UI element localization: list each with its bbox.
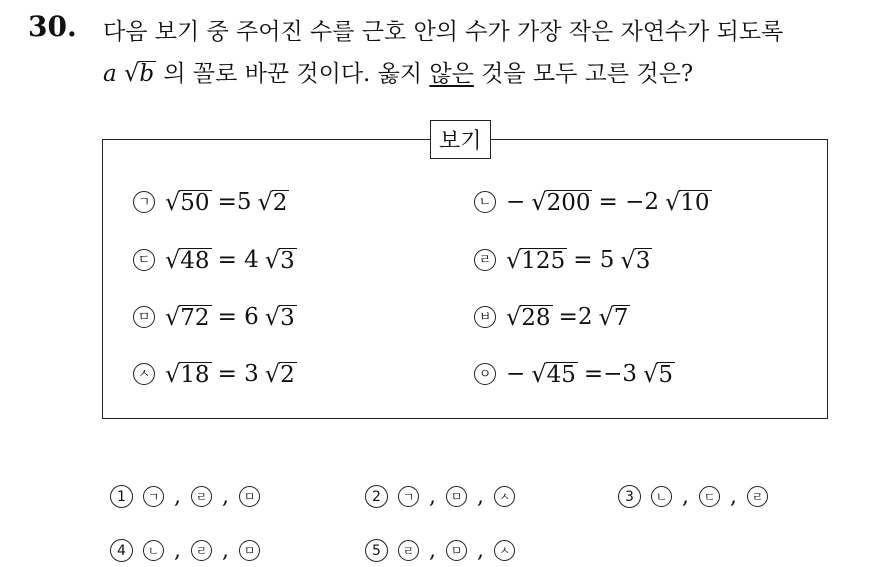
choice-mark: ㅁ — [239, 540, 260, 561]
choice-mark: ㅁ — [239, 486, 260, 507]
bogi-item: ㄹ √ 125 = 5 √ 3 — [474, 246, 652, 274]
choice-mark: ㄹ — [191, 540, 212, 561]
choice-mark: ㄴ — [143, 540, 164, 561]
choice-mark: ㄱ — [143, 486, 164, 507]
bogi-item: ㅂ √ 28 =2 √ 7 — [474, 303, 630, 331]
choice-mark: ㅁ — [446, 540, 467, 561]
item-mark: ㅂ — [474, 306, 496, 328]
choice-mark: ㄹ — [191, 486, 212, 507]
bogi-item: ㅅ √ 18 = 3 √ 2 — [133, 360, 297, 388]
item-mark: ㅁ — [133, 306, 155, 328]
bogi-item: ㄷ √ 48 = 4 √ 3 — [133, 246, 297, 274]
choice-number: 4 — [110, 539, 133, 562]
choice-number: 1 — [110, 485, 133, 508]
choice-mark: ㄱ — [398, 486, 419, 507]
item-mark: ㄹ — [474, 249, 496, 271]
choice-1[interactable]: 1 ㄱ , ㄹ , ㅁ — [110, 484, 260, 509]
choice-4[interactable]: 4 ㄴ , ㄹ , ㅁ — [110, 538, 260, 563]
choice-2[interactable]: 2 ㄱ , ㅁ , ㅅ — [365, 484, 515, 509]
question-text-line1: 다음 보기 중 주어진 수를 근호 안의 수가 가장 작은 자연수가 되도록 — [103, 19, 784, 45]
choice-number: 3 — [618, 485, 641, 508]
sqrt-b: √ b — [124, 59, 155, 87]
choice-mark: ㄹ — [747, 486, 768, 507]
choice-mark: ㅅ — [494, 540, 515, 561]
question-number: 30. — [28, 10, 77, 43]
bogi-item: ㅁ √ 72 = 6 √ 3 — [133, 303, 297, 331]
choice-number: 2 — [365, 485, 388, 508]
item-mark: ㅇ — [474, 363, 496, 385]
item-mark: ㄴ — [474, 191, 496, 213]
choice-mark: ㄴ — [651, 486, 672, 507]
choice-mark: ㅁ — [446, 486, 467, 507]
choice-3[interactable]: 3 ㄴ , ㄷ , ㄹ — [618, 484, 768, 509]
bogi-item: ㅇ − √ 45 =−3 √ 5 — [474, 360, 675, 388]
item-mark: ㄱ — [133, 191, 155, 213]
question-text-post: 것을 모두 고른 것은? — [473, 61, 694, 87]
bogi-item: ㄴ − √ 200 = −2 √ 10 — [474, 188, 712, 216]
var-a: a — [103, 61, 117, 87]
bogi-item: ㄱ √ 50 =5 √ 2 — [133, 188, 289, 216]
choice-5[interactable]: 5 ㄹ , ㅁ , ㅅ — [365, 538, 515, 563]
choice-number: 5 — [365, 539, 388, 562]
bogi-title: 보기 — [430, 120, 491, 159]
question-text-pre: 의 꼴로 바꾼 것이다. 옳지 — [156, 61, 430, 87]
choice-mark: ㄹ — [398, 540, 419, 561]
choice-mark: ㅅ — [494, 486, 515, 507]
question-text-line2 — [103, 55, 693, 88]
underlined-not: 않은 — [429, 61, 474, 87]
item-mark: ㄷ — [133, 249, 155, 271]
choice-mark: ㄷ — [699, 486, 720, 507]
item-mark: ㅅ — [133, 363, 155, 385]
